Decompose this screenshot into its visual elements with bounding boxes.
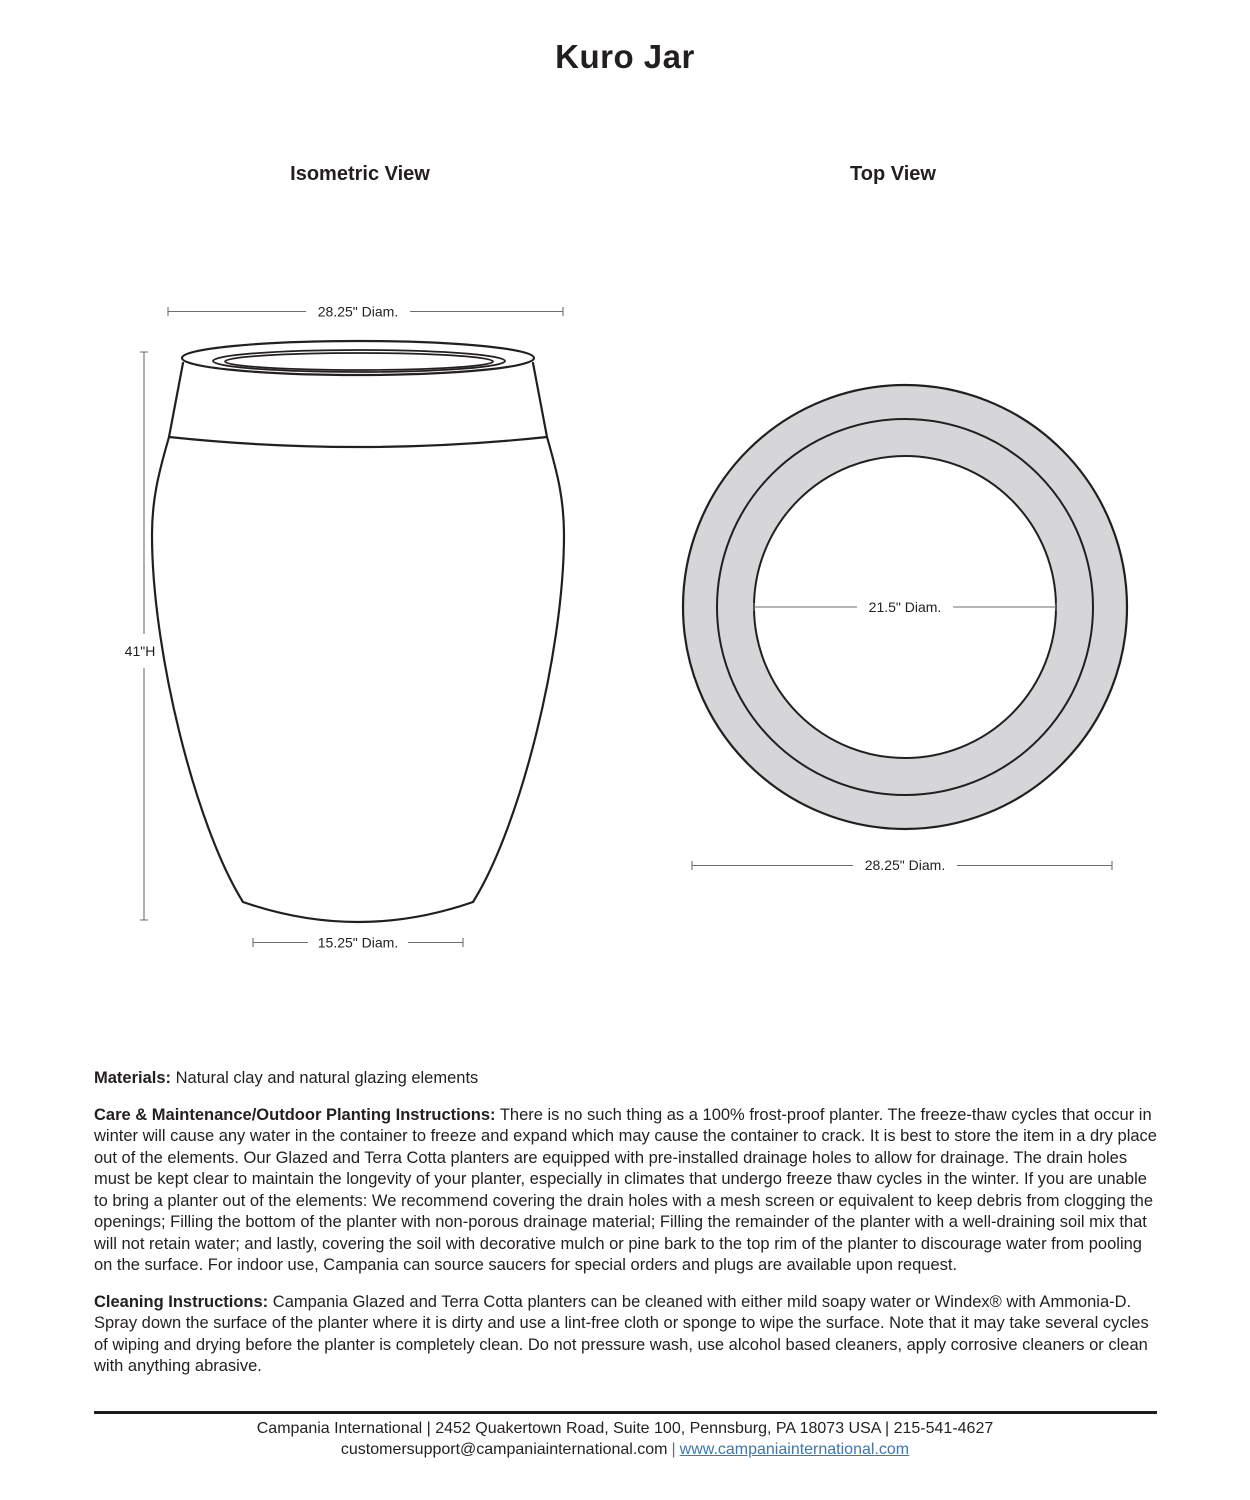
page-title: Kuro Jar: [555, 38, 695, 75]
footer-email: customersupport@campaniainternational.com: [340, 1441, 668, 1458]
top-view-label: Top View: [850, 163, 936, 185]
cleaning-paragraph: [94, 1292, 1157, 1378]
cleaning-label: Cleaning Instructions:: [94, 1292, 269, 1311]
jar-collar-right-edge: [533, 363, 547, 437]
iso-bottom-diameter-label: 15.25" Diam.: [317, 934, 399, 951]
jar-body-right-edge: [473, 437, 564, 902]
footer-divider: [94, 1411, 1157, 1414]
top-inner-diameter-label: 21.5" Diam.: [868, 599, 942, 615]
cleaning-text: Campania Glazed and Terra Cotta planters can be cleaned with either mild soapy water or Windex® with Ammonia-D. Spray down the surface of the planter where it is dirty and use a lint-free cloth or sponge to wipe the surface. Note that it may take several cycles of wiping and drying before the planter is completely clean. Do not pressure wash, use alcohol based cleaners, apply corrosive cleaners or clean with anything abrasive.: [94, 1292, 1149, 1375]
isometric-view-label: Isometric View: [290, 163, 430, 185]
iso-height-dimension: [125, 352, 156, 920]
iso-top-diameter-label: 28.25" Diam.: [317, 303, 399, 320]
dimension-line: [140, 352, 148, 920]
top-outer-diameter-dimension: [692, 857, 1112, 873]
footer-contact-line: [0, 1439, 1250, 1460]
jar-outline: [152, 341, 564, 922]
materials-paragraph: [94, 1068, 1157, 1090]
instructions-section: [94, 1068, 1157, 1378]
materials-label: Materials:: [94, 1069, 172, 1087]
care-text: There is no such thing as a 100% frost-proof planter. The freeze-thaw cycles that occur in winter will cause any water in the container to freeze and expand which may cause the container to crack. It is best to store the item in a dry place out of the elements. Our Glazed and Terra Cotta planters are equipped with pre-installed drainage holes to allow for drainage. The drain holes must be kept clear to maintain the longevity of your planter, especially in climates that undergo freeze thaw cycles in the winter. If you are unable to bring a planter out of the elements: We recommend covering the drain holes with a mesh screen or equivalent to keep debris from clogging the openings; Filling the bottom of the planter with non-porous drainage material; Filling the remainder of the planter with a well-draining soil mix that will not retain water; and lastly, covering the soil with decorative mulch or pine bark to the top rim of the planter to discourage water from pooling on the surface. For indoor use, Campania can source saucers for special orders and plugs are available upon request.: [94, 1105, 1157, 1274]
care-maintenance-paragraph: [94, 1105, 1157, 1277]
iso-height-label: 41"H: [124, 643, 156, 659]
footer-website-link[interactable]: www.campaniainternational.com: [679, 1441, 910, 1458]
jar-rim-lip-ellipse: [225, 353, 493, 370]
care-label: Care & Maintenance/Outdoor Planting Instructions:: [94, 1105, 496, 1124]
footer-separator: |: [671, 1441, 676, 1458]
jar-collar-left-edge: [169, 363, 183, 437]
footer-address-line: Campania International | 2452 Quakertown Road, Suite 100, Pennsburg, PA 18073 USA | 215-541-4627: [256, 1420, 994, 1437]
top-view-drawing: [650, 330, 1170, 890]
iso-bottom-diameter-dimension: [253, 935, 463, 951]
materials-text: Natural clay and natural glazing elements: [171, 1069, 479, 1087]
top-outer-diameter-label: 28.25" Diam.: [864, 857, 946, 873]
footer: [0, 1418, 1250, 1460]
isometric-view-drawing: [100, 290, 620, 970]
jar-collar-bottom-curve: [169, 437, 547, 447]
jar-bottom-curve: [243, 902, 473, 922]
iso-top-diameter-dimension: [168, 304, 563, 320]
jar-body-left-edge: [152, 437, 243, 902]
